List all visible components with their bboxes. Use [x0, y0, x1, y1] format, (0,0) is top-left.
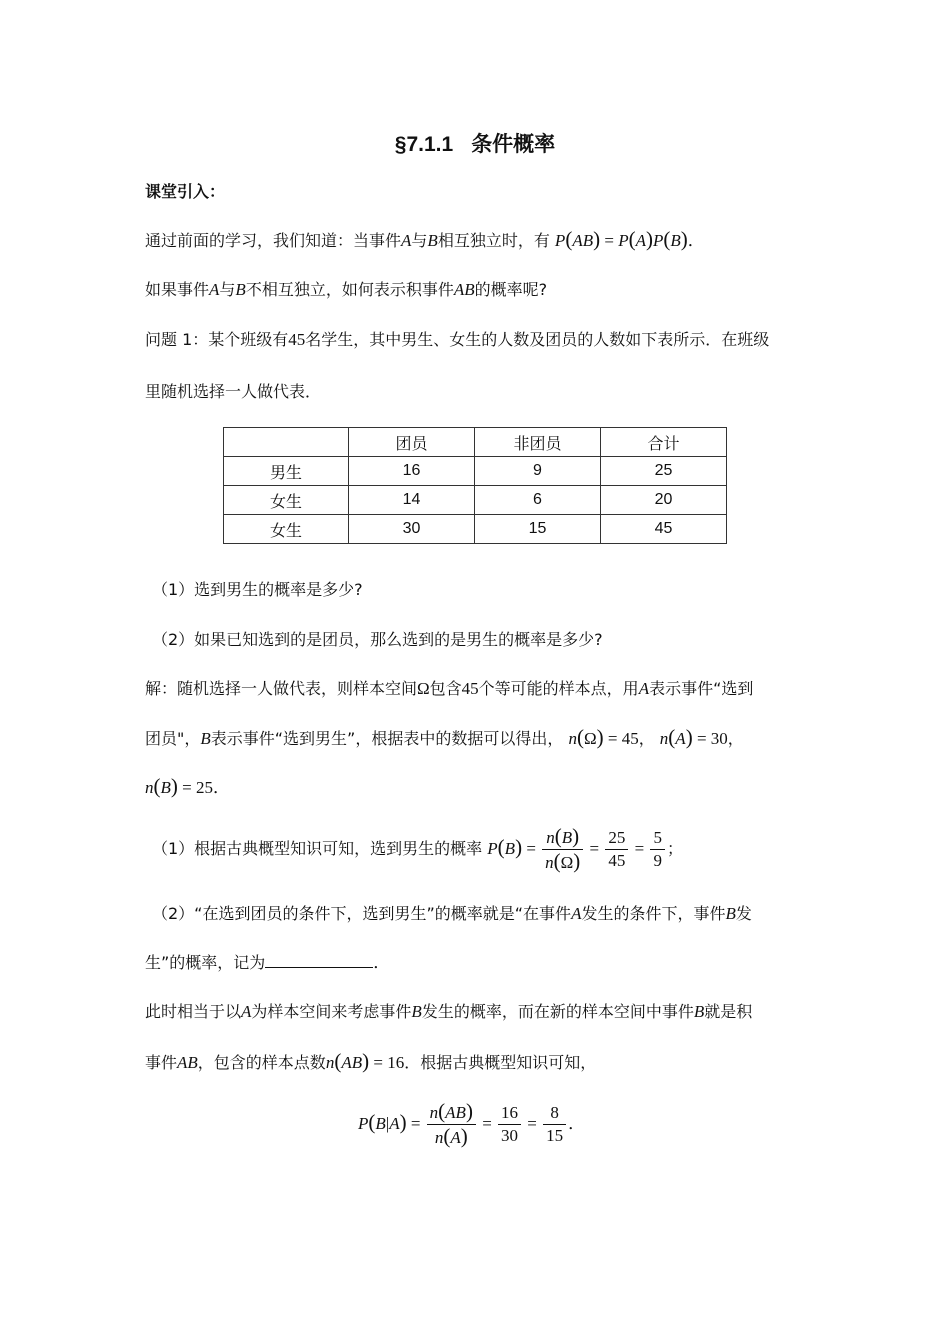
- table-row: [224, 486, 727, 515]
- solution-line-1: 解：随机选择一人做代表，则样本空间Ω包含45个等可能的样本点，用A表示事件“选到: [145, 679, 754, 698]
- part2-line-1: （2）“在选到团员的条件下，选到男生”的概率就是“在事件A发生的条件下，事件B发: [152, 904, 752, 923]
- table-cell: 合计: [601, 428, 727, 457]
- fraction: $\frac{25}{45}$: [605, 827, 628, 872]
- title-text: 条件概率: [471, 132, 556, 156]
- problem-line-1: 问题 1：某个班级有45名学生，其中男生、女生的人数及团员的人数如下表所示．在班级: [145, 330, 770, 349]
- page-title: [0, 128, 950, 158]
- fraction: $\frac{n(B)}{n(\Omega)}$: [542, 825, 583, 874]
- problem-line-2: 里随机选择一人做代表．: [145, 382, 322, 401]
- section-number: §7.1.1: [394, 133, 454, 156]
- table-cell: 30: [349, 515, 475, 544]
- table-cell: 45: [601, 515, 727, 544]
- fraction: $\frac{n(AB)}{n(A)}$: [427, 1100, 476, 1149]
- table-row: [224, 457, 727, 486]
- part2-line-2: 生”的概率，记为 ．: [145, 953, 391, 972]
- conditional-probability-formula: P(B|A) = $\frac{n(AB)}{n(A)}$ = $\frac{16}{30}$ = $\frac{8}{15}$ ．: [358, 1099, 586, 1148]
- fraction: $\frac{8}{15}$: [543, 1102, 566, 1147]
- explanation-line-1: 此时相当于以A为样本空间来考虑事件B发生的概率，而在新的样本空间中事件B就是积: [145, 1002, 753, 1021]
- table-cell: 16: [349, 457, 475, 486]
- table-cell: 15: [475, 515, 601, 544]
- fraction: $\frac{5}{9}$: [650, 827, 665, 872]
- intro-heading: 课堂引入：: [145, 182, 226, 201]
- question-2: （2）如果已知选到的是团员，那么选到的是男生的概率是多少?: [152, 630, 603, 649]
- table-cell: 男生: [224, 457, 349, 486]
- table-cell: 14: [349, 486, 475, 515]
- data-table: [223, 427, 727, 544]
- table-cell: 非团员: [475, 428, 601, 457]
- solution-line-3: n(B) = 25．: [145, 774, 230, 798]
- intro-line-2: 如果事件A与B不相互独立，如何表示积事件AB的概率呢?: [145, 280, 548, 299]
- intro-line-1: 通过前面的学习，我们知道：当事件A与B相互独立时，有 P(AB) = P(A)P(B)．: [145, 227, 705, 251]
- part1-line: （1）根据古典概型知识可知，选到男生的概率 P(B) = $\frac{n(B)}{n(\Omega)}$ = $\frac{25}{45}$ = $\frac{5}{9}$ ；: [152, 824, 683, 873]
- answer-blank[interactable]: [265, 951, 373, 968]
- table-cell: [224, 428, 349, 457]
- table-cell: 女生: [224, 486, 349, 515]
- table-cell: 女生: [224, 515, 349, 544]
- explanation-line-2: 事件AB，包含的样本点数n(AB) = 16．根据古典概型知识可知，: [145, 1049, 597, 1073]
- table-cell: 20: [601, 486, 727, 515]
- solution-line-2: 团员"，B表示事件“选到男生”，根据表中的数据可以得出， n(Ω) = 45， n(A) = 30，: [145, 725, 744, 749]
- question-1: （1）选到男生的概率是多少?: [152, 580, 363, 599]
- table-row: [224, 515, 727, 544]
- table-cell: 9: [475, 457, 601, 486]
- table-cell: 6: [475, 486, 601, 515]
- fraction: $\frac{16}{30}$: [498, 1102, 521, 1147]
- table-header-row: [224, 428, 727, 457]
- table-cell: 团员: [349, 428, 475, 457]
- table-cell: 25: [601, 457, 727, 486]
